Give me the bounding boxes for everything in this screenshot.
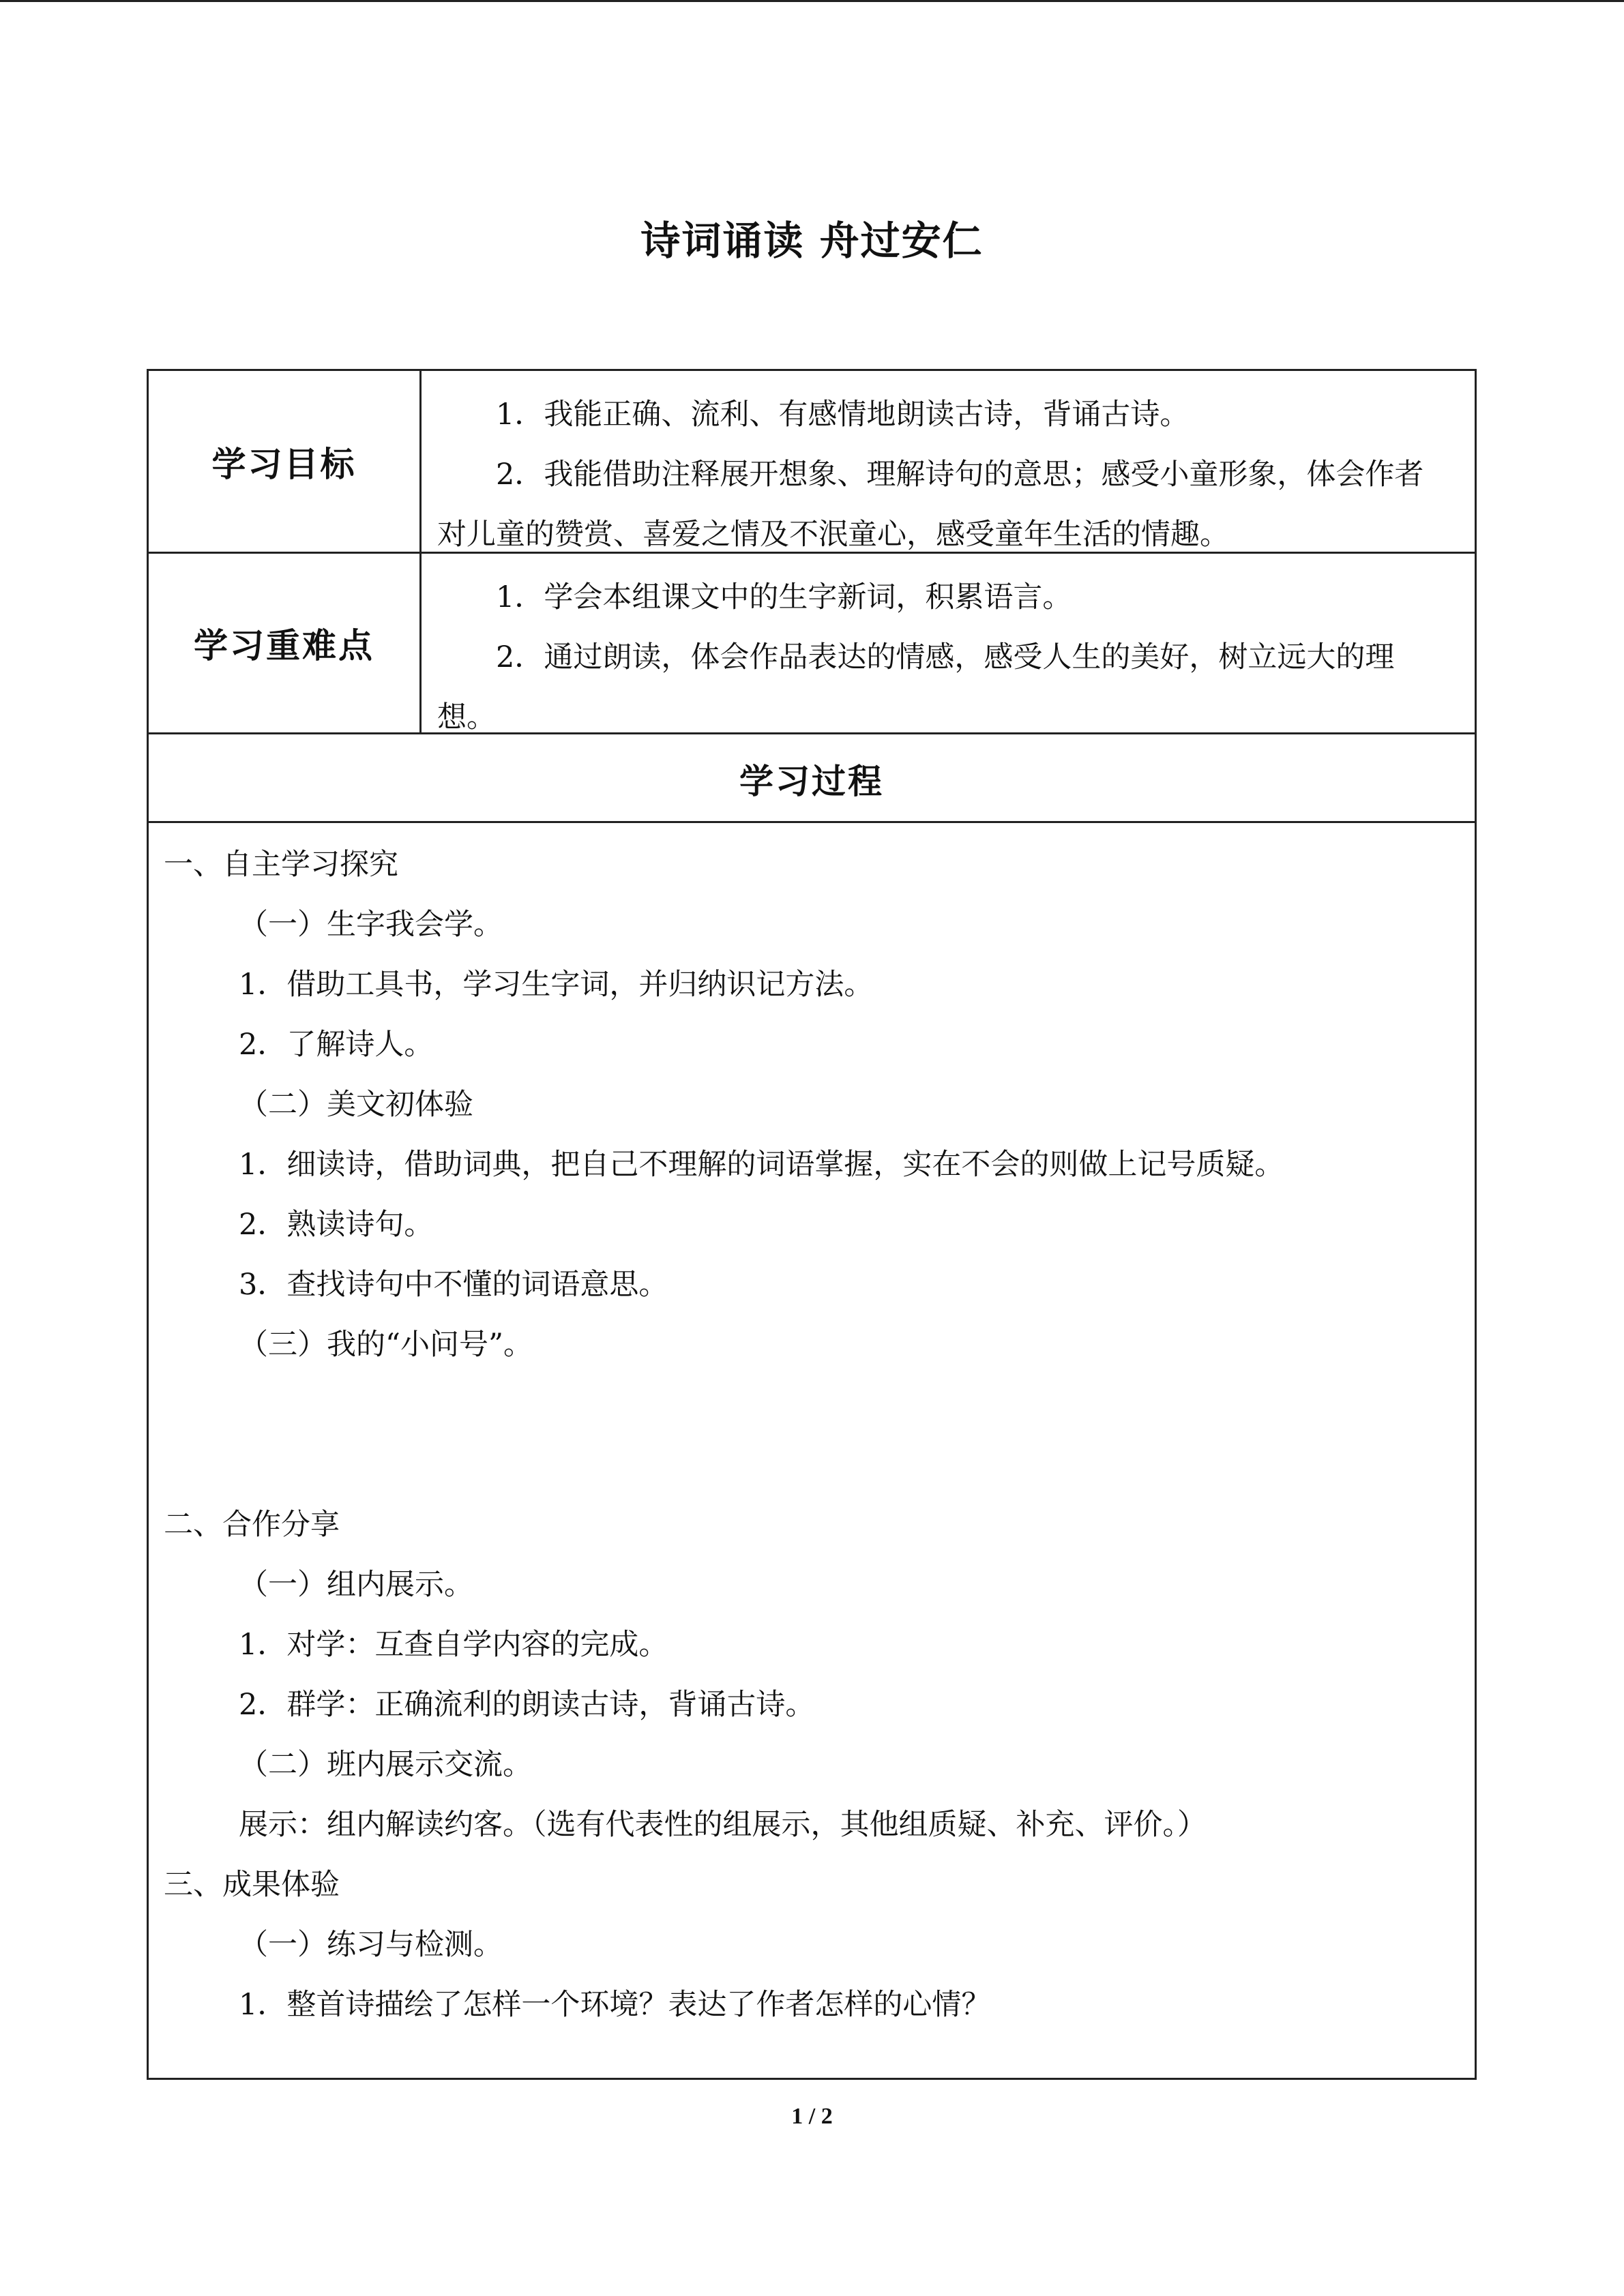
blank-answer-space: [164, 1375, 1460, 1495]
process-item: 2．群学：正确流利的朗读古诗，背诵古诗。: [239, 1688, 815, 1722]
process-item: 展示：组内解读约客。（选有代表性的组展示，其他组质疑、补充、评价。）: [239, 1808, 1207, 1842]
process-item: 1．借助工具书，学习生字词，并归纳识记方法。: [239, 968, 874, 1002]
subsection-heading: （二）班内展示交流。: [239, 1748, 532, 1782]
key-points-label: 学习重难点: [149, 554, 422, 732]
key-points-row: [149, 554, 1475, 734]
document-title: 诗词诵读 舟过安仁: [640, 218, 984, 264]
process-item: 1．整首诗描绘了怎样一个环境？表达了作者怎样的心情？: [239, 1988, 991, 2022]
subsection-heading: （二）美文初体验: [239, 1088, 473, 1122]
key-points-content: [437, 567, 1442, 747]
subsection-heading: （三）我的“小问号”。: [239, 1328, 533, 1362]
objectives-row: [149, 371, 1475, 554]
process-item: 2．了解诗人。: [239, 1028, 434, 1062]
section-heading: 一、自主学习探究: [164, 848, 398, 882]
page-number: 1 / 2: [791, 2104, 833, 2129]
section-heading: 三、成果体验: [164, 1868, 340, 1902]
top-border-line: [0, 0, 1624, 2]
process-header-row: [149, 734, 1475, 823]
subsection-heading: （一）练习与检测。: [239, 1928, 503, 1962]
section-heading: 二、合作分享: [164, 1508, 340, 1542]
subsection-heading: （一）组内展示。: [239, 1568, 473, 1602]
objectives-label: 学习目标: [149, 371, 422, 552]
process-item: 2．熟读诗句。: [239, 1208, 434, 1242]
objective-item: 2．我能借助注释展开想象、理解诗句的意思；感受小童形象，体会作者对儿童的赞赏、喜爱之情及不泯童心，感受童年生活的情趣。: [437, 458, 1424, 552]
process-body-row: [149, 823, 1475, 2078]
subsection-heading: （一）生字我会学。: [239, 908, 503, 942]
objectives-content: [437, 385, 1442, 565]
process-title: 学习过程: [739, 762, 884, 801]
key-point-item: 1．学会本组课文中的生字新词，积累语言。: [496, 580, 1072, 614]
objective-item: 1．我能正确、流利、有感情地朗读古诗，背诵古诗。: [496, 398, 1190, 432]
process-item: 3．查找诗句中不懂的词语意思。: [239, 1268, 668, 1302]
key-point-item: 2．通过朗读，体会作品表达的情感，感受人生的美好，树立远大的理想。: [437, 640, 1395, 734]
lesson-plan-table: [147, 369, 1477, 2080]
process-content: [164, 835, 1460, 2035]
process-item: 1．对学：互查自学内容的完成。: [239, 1628, 668, 1662]
process-item: 1．细读诗，借助词典，把自己不理解的词语掌握，实在不会的则做上记号质疑。: [239, 1148, 1284, 1182]
